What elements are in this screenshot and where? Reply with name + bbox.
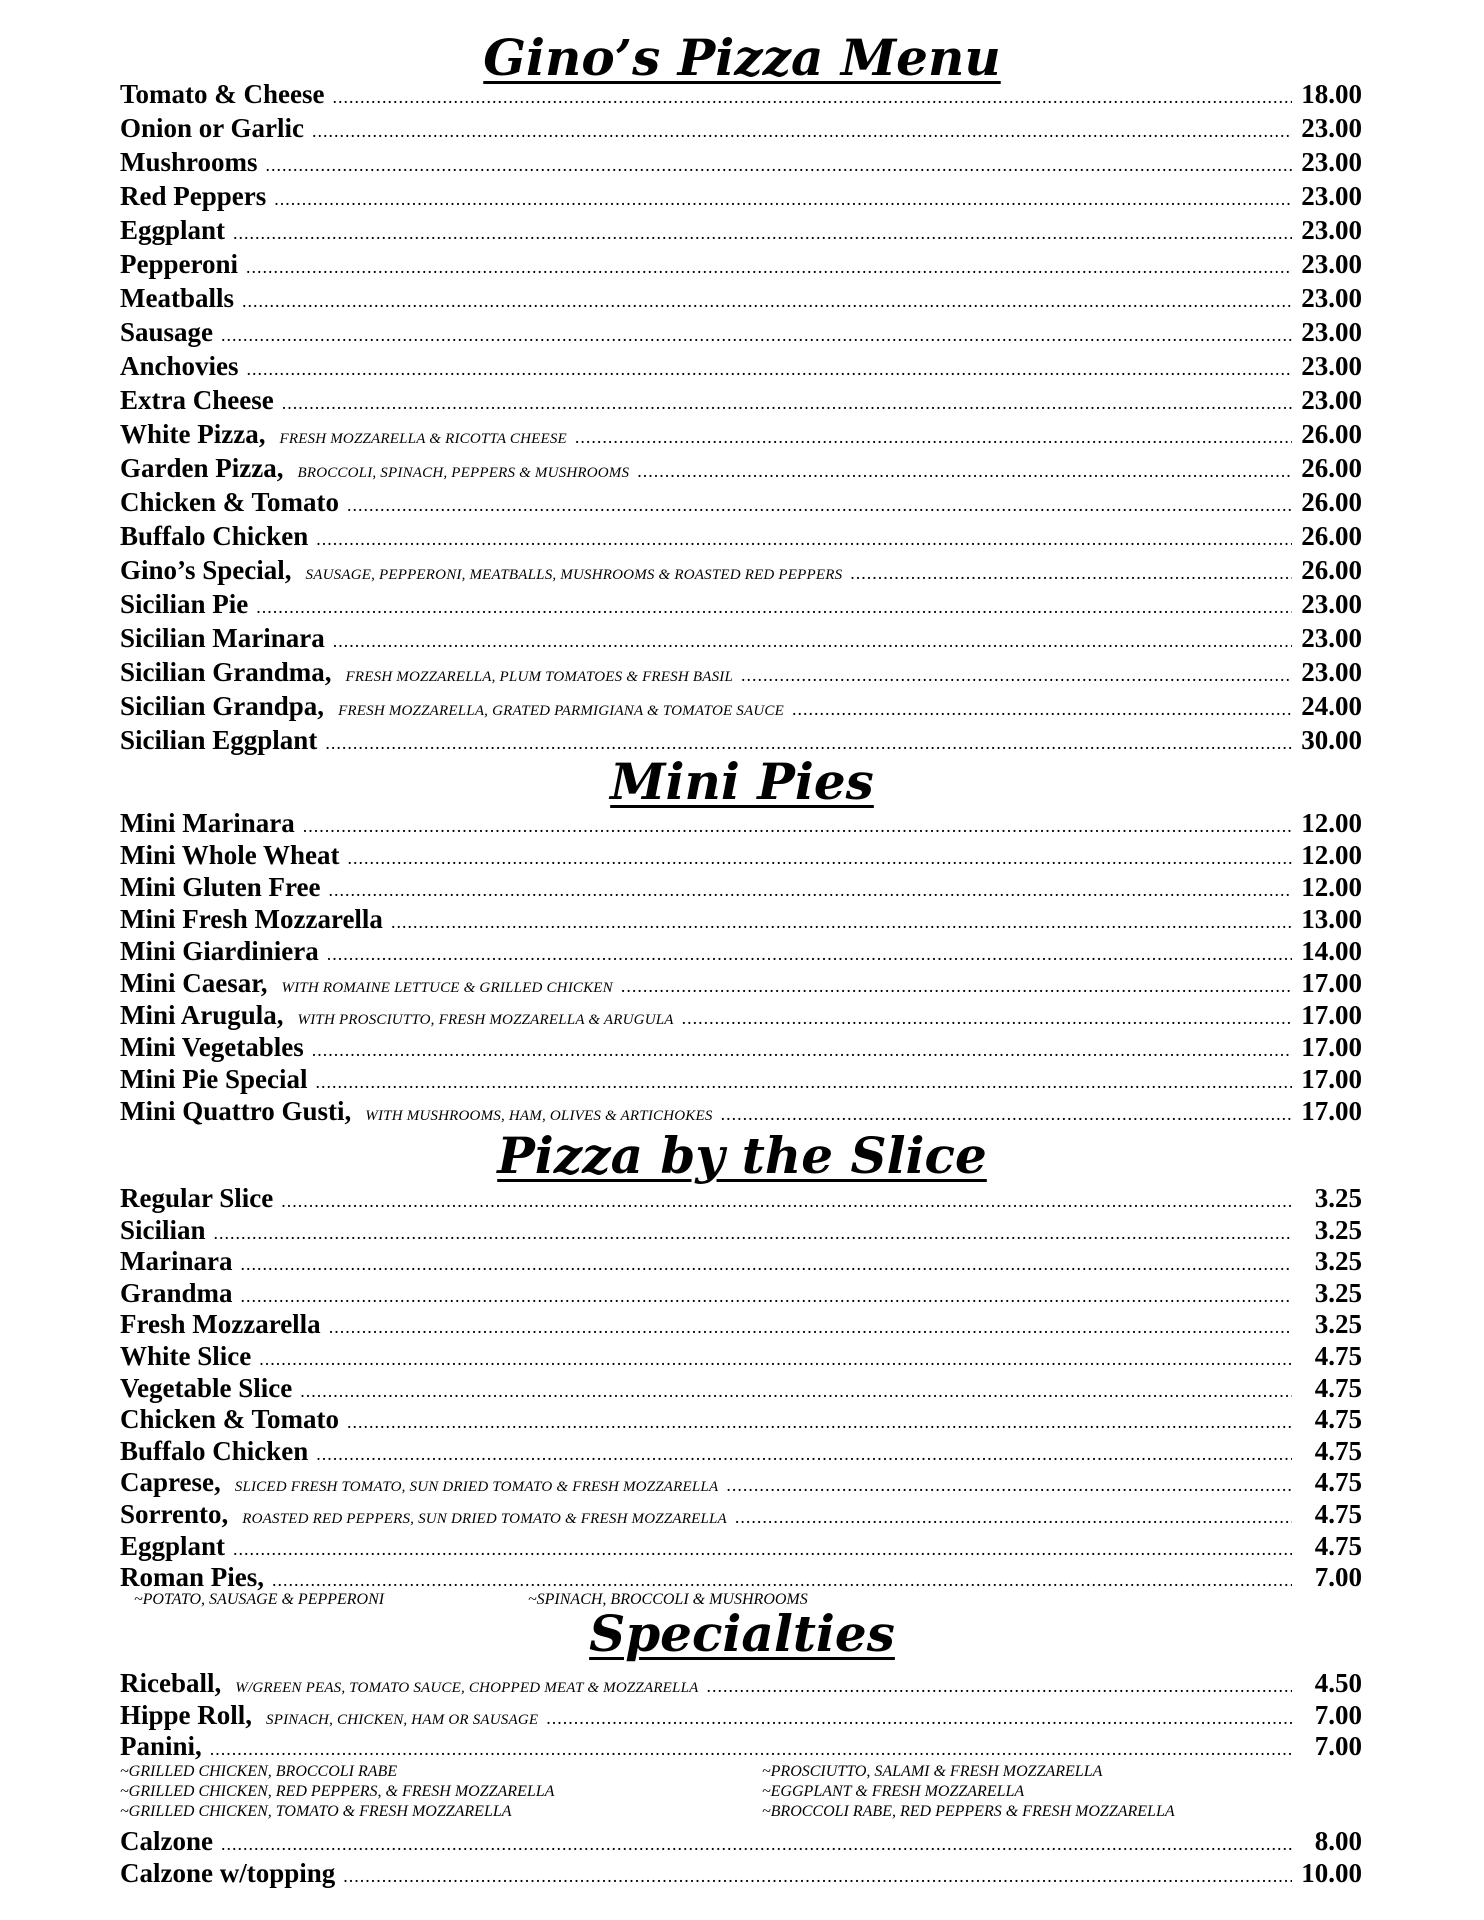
- item-price: 26.00: [1301, 453, 1362, 483]
- item-name: Grandma: [120, 1277, 233, 1308]
- menu-item-row: [120, 690, 1362, 722]
- item-name: Mini Caesar,: [120, 968, 268, 998]
- item-price: 4.50: [1314, 1668, 1362, 1698]
- dot-leader: [214, 1218, 1292, 1248]
- item-name: Regular Slice: [120, 1183, 274, 1213]
- item-name: White Slice: [120, 1341, 252, 1371]
- dot-leader: [266, 149, 1292, 181]
- item-price: 26.00: [1301, 419, 1362, 449]
- menu-item-row: [120, 622, 1362, 654]
- menu-item-row: [120, 520, 1362, 552]
- panini-option: ~PROSCIUTTO, SALAMI & FRESH MOZZARELLA: [762, 1763, 1103, 1780]
- menu-item-row: [120, 808, 1362, 838]
- item-price: 7.00: [1314, 1562, 1362, 1593]
- dot-leader: [546, 1703, 1292, 1733]
- dot-leader: [259, 1344, 1292, 1374]
- item-name: Red Peppers: [120, 181, 267, 211]
- item-price: 23.00: [1301, 147, 1362, 177]
- menu-item-row: [120, 1668, 1362, 1698]
- item-name: Panini,: [120, 1731, 202, 1761]
- item-name: Sicilian Pie: [120, 589, 249, 619]
- dot-leader: [274, 183, 1292, 215]
- dot-leader: [327, 939, 1292, 969]
- item-price: 3.25: [1314, 1277, 1362, 1308]
- dot-leader: [316, 523, 1292, 555]
- item-price: 12.00: [1301, 872, 1362, 902]
- dot-leader: [792, 693, 1292, 725]
- item-price: 8.00: [1314, 1826, 1362, 1856]
- item-name: Hippe Roll,: [120, 1699, 253, 1730]
- menu-item-row: [120, 1700, 1362, 1730]
- item-price: 18.00: [1301, 79, 1362, 109]
- menu-item-row: [120, 554, 1362, 586]
- item-description: ROASTED RED PEPPERS, SUN DRIED TOMATO & FRESH MOZZARELLA: [242, 1511, 727, 1527]
- dot-leader: [735, 1502, 1292, 1532]
- mini-pies-title: [0, 752, 1484, 812]
- menu-item-row: [120, 1064, 1362, 1094]
- item-name: Fresh Mozzarella: [120, 1309, 321, 1340]
- item-name: Extra Cheese: [120, 385, 274, 415]
- item-price: 17.00: [1301, 1096, 1362, 1126]
- item-name: Sicilian Eggplant: [120, 725, 318, 755]
- item-description: FRESH MOZZARELLA, PLUM TOMATOES & FRESH BASIL: [345, 669, 734, 685]
- menu-item-row: [120, 904, 1362, 934]
- item-price: 4.75: [1314, 1530, 1362, 1561]
- menu-item-row: [120, 840, 1362, 870]
- item-name: Sorrento,: [120, 1499, 229, 1529]
- dot-leader: [726, 1470, 1292, 1500]
- item-price: 4.75: [1314, 1404, 1362, 1435]
- item-description: WITH ROMAINE LETTUCE & GRILLED CHICKEN: [281, 980, 613, 996]
- item-name: Garden Pizza,: [120, 453, 284, 483]
- item-name: Meatballs: [120, 283, 234, 313]
- specialties-title: [0, 1604, 1484, 1664]
- menu-item-row: [120, 1215, 1362, 1245]
- item-price: 7.00: [1314, 1699, 1362, 1730]
- item-name: Roman Pies,: [120, 1562, 264, 1593]
- dot-leader: [850, 557, 1292, 589]
- item-description: W/GREEN PEAS, TOMATO SAUCE, CHOPPED MEAT & MOZZARELLA: [235, 1680, 699, 1696]
- item-price: 4.75: [1314, 1341, 1362, 1371]
- item-name: Riceball,: [120, 1668, 222, 1698]
- dot-leader: [221, 1829, 1292, 1859]
- item-price: 17.00: [1301, 1064, 1362, 1094]
- dot-leader: [682, 1003, 1292, 1033]
- roman-pie-option: ~POTATO, SAUSAGE & PEPPERONI: [134, 1591, 385, 1608]
- panini-option: ~GRILLED CHICKEN, RED PEPPERS, & FRESH MOZZARELLA: [120, 1783, 555, 1800]
- menu-title-text: Gino’s Pizza Menu: [483, 28, 1001, 87]
- item-price: 23.00: [1301, 657, 1362, 687]
- item-name: Mini Marinara: [120, 808, 295, 838]
- item-price: 12.00: [1301, 808, 1362, 838]
- dot-leader: [637, 455, 1292, 487]
- dot-leader: [707, 1671, 1293, 1701]
- item-price: 23.00: [1301, 283, 1362, 313]
- item-price: 17.00: [1301, 1032, 1362, 1062]
- menu-item-row: [120, 1373, 1362, 1403]
- item-name: Mini Whole Wheat: [120, 840, 340, 870]
- item-name: Pepperoni: [120, 249, 239, 279]
- item-price: 4.75: [1314, 1467, 1362, 1498]
- item-price: 24.00: [1301, 691, 1362, 721]
- item-price: 3.25: [1314, 1183, 1362, 1213]
- menu-item-row: [120, 112, 1362, 144]
- menu-item-row: [120, 214, 1362, 246]
- panini-option: ~BROCCOLI RABE, RED PEPPERS & FRESH MOZZARELLA: [762, 1803, 1175, 1820]
- dot-leader: [316, 1439, 1292, 1469]
- dot-leader: [721, 1099, 1292, 1129]
- dot-leader: [333, 625, 1292, 657]
- dot-leader: [256, 591, 1292, 623]
- dot-leader: [312, 1035, 1292, 1065]
- item-name: Mini Vegetables: [120, 1032, 304, 1062]
- item-name: Chicken & Tomato: [120, 1404, 340, 1435]
- slice-title-text: Pizza by the Slice: [497, 1126, 987, 1185]
- item-description: SAUSAGE, PEPPERONI, MEATBALLS, MUSHROOMS & ROASTED RED PEPPERS: [305, 567, 843, 583]
- mini-pies-title-text: Mini Pies: [610, 752, 874, 811]
- item-name: Calzone w/topping: [120, 1858, 336, 1888]
- slice-title: [0, 1126, 1484, 1186]
- item-name: Mini Gluten Free: [120, 872, 321, 902]
- item-price: 23.00: [1301, 249, 1362, 279]
- menu-item-row: [120, 968, 1362, 998]
- menu-item-row: [120, 146, 1362, 178]
- menu-item-row: [120, 78, 1362, 110]
- dot-leader: [247, 353, 1292, 385]
- dot-leader: [241, 1281, 1292, 1311]
- item-name: Buffalo Chicken: [120, 521, 309, 551]
- item-price: 26.00: [1301, 521, 1362, 551]
- item-price: 4.75: [1314, 1372, 1362, 1403]
- item-price: 23.00: [1301, 385, 1362, 415]
- dot-leader: [233, 1534, 1292, 1564]
- item-price: 3.25: [1314, 1214, 1362, 1245]
- dot-leader: [315, 1067, 1292, 1097]
- panini-option: ~EGGPLANT & FRESH MOZZARELLA: [762, 1783, 1025, 1800]
- item-price: 23.00: [1301, 317, 1362, 347]
- item-name: Sicilian Grandpa,: [120, 691, 325, 721]
- dot-leader: [233, 217, 1292, 249]
- item-name: Tomato & Cheese: [120, 79, 325, 109]
- dot-leader: [210, 1734, 1292, 1764]
- menu-item-row: [120, 1000, 1362, 1030]
- menu-item-row: [120, 248, 1362, 280]
- menu-item-row: [120, 656, 1362, 688]
- menu-item-row: [120, 1183, 1362, 1213]
- dot-leader: [242, 285, 1292, 317]
- dot-leader: [312, 115, 1292, 147]
- menu-item-row: [120, 1278, 1362, 1308]
- item-description: BROCCOLI, SPINACH, PEPPERS & MUSHROOMS: [297, 465, 630, 481]
- dot-leader: [300, 1376, 1292, 1406]
- item-price: 17.00: [1301, 1000, 1362, 1030]
- dot-leader: [221, 319, 1292, 351]
- dot-leader: [343, 1861, 1292, 1891]
- item-name: Eggplant: [120, 215, 226, 245]
- dot-leader: [347, 1407, 1292, 1437]
- item-price: 7.00: [1314, 1731, 1362, 1761]
- dot-leader: [332, 81, 1292, 113]
- dot-leader: [347, 489, 1292, 521]
- item-price: 4.75: [1314, 1435, 1362, 1466]
- menu-item-row: [120, 1341, 1362, 1371]
- item-name: Mini Quattro Gusti,: [120, 1096, 352, 1126]
- dot-leader: [240, 1249, 1292, 1279]
- item-name: Mini Fresh Mozzarella: [120, 904, 383, 934]
- item-description: SPINACH, CHICKEN, HAM OR SAUSAGE: [266, 1711, 539, 1728]
- menu-item-row: [120, 1562, 1362, 1592]
- dot-leader: [575, 421, 1292, 453]
- dot-leader: [281, 1186, 1292, 1216]
- menu-item-row: [120, 588, 1362, 620]
- menu-item-row: [120, 1096, 1362, 1126]
- menu-item-row: [120, 1531, 1362, 1561]
- item-name: Mini Pie Special: [120, 1064, 308, 1094]
- item-price: 17.00: [1301, 968, 1362, 998]
- menu-item-row: [120, 180, 1362, 212]
- item-name: Mushrooms: [120, 147, 258, 177]
- menu-item-row: [120, 486, 1362, 518]
- item-name: Mini Giardiniera: [120, 936, 319, 966]
- item-name: Buffalo Chicken: [120, 1435, 309, 1466]
- item-name: Sicilian Grandma,: [120, 657, 332, 687]
- menu-item-row: [120, 316, 1362, 348]
- item-description: FRESH MOZZARELLA & RICOTTA CHEESE: [279, 431, 567, 447]
- item-price: 4.75: [1314, 1499, 1362, 1529]
- item-price: 23.00: [1301, 589, 1362, 619]
- item-price: 26.00: [1301, 555, 1362, 585]
- dot-leader: [303, 811, 1292, 841]
- item-price: 10.00: [1301, 1858, 1362, 1888]
- menu-item-row: [120, 872, 1362, 902]
- menu-item-row: [120, 282, 1362, 314]
- menu-item-row: [120, 1858, 1362, 1888]
- item-name: Eggplant: [120, 1530, 226, 1561]
- item-name: Chicken & Tomato: [120, 487, 340, 517]
- menu-item-row: [120, 350, 1362, 382]
- item-price: 23.00: [1301, 215, 1362, 245]
- panini-option: ~GRILLED CHICKEN, BROCCOLI RABE: [120, 1763, 398, 1780]
- item-price: 3.25: [1314, 1309, 1362, 1340]
- item-name: Sicilian: [120, 1214, 206, 1245]
- item-price: 30.00: [1301, 725, 1362, 755]
- item-price: 23.00: [1301, 623, 1362, 653]
- dot-leader: [621, 971, 1292, 1001]
- item-price: 14.00: [1301, 936, 1362, 966]
- menu-item-row: [120, 1032, 1362, 1062]
- item-name: Vegetable Slice: [120, 1372, 293, 1403]
- item-price: 23.00: [1301, 113, 1362, 143]
- item-description: WITH MUSHROOMS, HAM, OLIVES & ARTICHOKES: [365, 1108, 713, 1124]
- item-name: White Pizza,: [120, 419, 266, 449]
- item-description: FRESH MOZZARELLA, GRATED PARMIGIANA & TOMATOE SAUCE: [338, 703, 784, 719]
- dot-leader: [348, 843, 1292, 873]
- item-price: 23.00: [1301, 351, 1362, 381]
- item-name: Sausage: [120, 317, 214, 347]
- item-price: 26.00: [1301, 487, 1362, 517]
- menu-item-row: [120, 1246, 1362, 1276]
- dot-leader: [391, 907, 1292, 937]
- item-name: Calzone: [120, 1826, 213, 1856]
- menu-item-row: [120, 452, 1362, 484]
- item-name: Gino’s Special,: [120, 555, 292, 585]
- menu-item-row: [120, 1499, 1362, 1529]
- item-price: 13.00: [1301, 904, 1362, 934]
- specialties-title-text: Specialties: [589, 1604, 895, 1663]
- menu-item-row: [120, 1826, 1362, 1856]
- item-name: Sicilian Marinara: [120, 623, 325, 653]
- menu-item-row: [120, 1731, 1362, 1761]
- dot-leader: [246, 251, 1292, 283]
- dot-leader: [329, 1312, 1292, 1342]
- item-price: 3.25: [1314, 1246, 1362, 1277]
- item-price: 23.00: [1301, 181, 1362, 211]
- item-description: SLICED FRESH TOMATO, SUN DRIED TOMATO & FRESH MOZZARELLA: [234, 1479, 719, 1496]
- dot-leader: [282, 387, 1292, 419]
- dot-leader: [328, 875, 1292, 905]
- dot-leader: [741, 659, 1292, 691]
- menu-item-row: [120, 418, 1362, 450]
- panini-option: ~GRILLED CHICKEN, TOMATO & FRESH MOZZARELLA: [120, 1803, 512, 1820]
- item-name: Anchovies: [120, 351, 239, 381]
- item-price: 12.00: [1301, 840, 1362, 870]
- menu-item-row: [120, 1309, 1362, 1339]
- item-name: Mini Arugula,: [120, 1000, 284, 1030]
- item-name: Caprese,: [120, 1467, 221, 1498]
- item-description: WITH PROSCIUTTO, FRESH MOZZARELLA & ARUGULA: [297, 1012, 674, 1028]
- item-name: Marinara: [120, 1246, 233, 1277]
- menu-item-row: [120, 936, 1362, 966]
- menu-item-row: [120, 384, 1362, 416]
- menu-item-row: [120, 1404, 1362, 1434]
- roman-pie-option: ~SPINACH, BROCCOLI & MUSHROOMS: [528, 1591, 808, 1608]
- menu-item-row: [120, 1467, 1362, 1497]
- menu-item-row: [120, 1436, 1362, 1466]
- item-name: Onion or Garlic: [120, 113, 305, 143]
